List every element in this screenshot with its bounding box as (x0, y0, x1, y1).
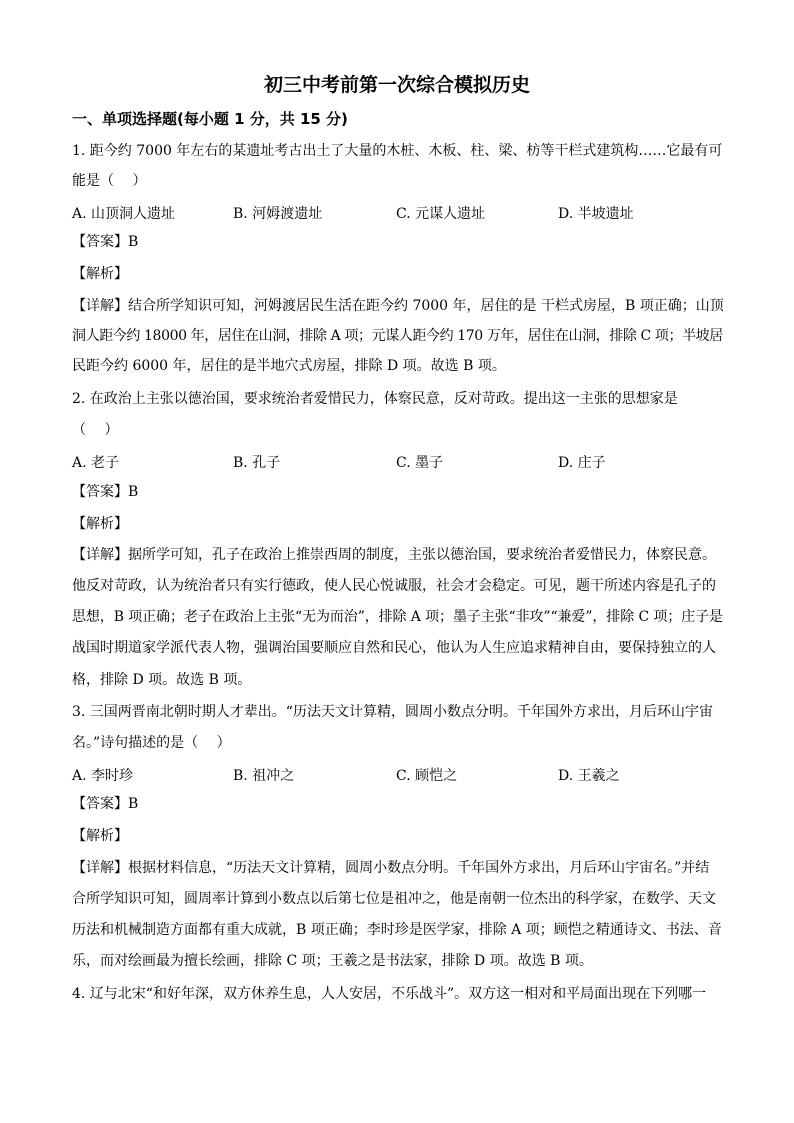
question-3-stem-cont: 名。”诗句描述的是（ ） (72, 735, 231, 751)
q3-detail-line: 【详解】根据材料信息，“历法天文计算精，圆周小数点分明。千年国外方求出，月后环山宇宙名。”并结 (72, 860, 710, 876)
question-1-stem-cont: 能是（ ） (72, 173, 147, 189)
question-3-stem: 3. 三国两晋南北朝时期人才辈出。“历法天文计算精，圆周小数点分明。千年国外方求出，月后环山宇宙 (72, 704, 713, 720)
q2-detail-line: 思想，B 项正确；老子在政治上主张“无为而治”，排除 A 项；墨子主张“非攻”“兼爱”，排除 C 项；庄子是 (72, 609, 723, 625)
q2-detail-line: 格，排除 D 项。故选 B 项。 (72, 672, 252, 688)
question-4-stem: 4. 辽与北宋“和好年深，双方休养生息，人人安居，不乐战斗”。双方这一相对和平局面出现在下列哪一 (72, 986, 707, 1002)
q3-option-a: A. 李时珍 (72, 768, 134, 784)
question-1-stem: 1. 距今约 7000 年左右的某遗址考古出土了大量的木桩、木板、柱、梁、枋等干栏式建筑构……它最有可 (72, 143, 723, 159)
q2-option-b: B. 孔子 (233, 455, 281, 471)
q3-detail-line: 合所学知识可知，圆周率计算到小数点以后第七位是祖冲之，他是南朝一位杰出的科学家，在数学、天文 (72, 891, 716, 907)
q3-option-c: C. 顾恺之 (396, 768, 458, 784)
q1-detail-line: 民距今约 6000 年，居住的是半地穴式房屋，排除 D 项。故选 B 项。 (72, 358, 506, 374)
question-2-stem: 2. 在政治上主张以德治国，要求统治者爱惜民力，体察民意，反对苛政。提出这一主张的思想家是 (72, 391, 678, 407)
q3-option-b: B. 祖冲之 (233, 768, 295, 784)
q2-option-d: D. 庄子 (558, 455, 606, 471)
q1-option-c: C. 元谋人遗址 (396, 206, 486, 222)
q1-detail-line: 【详解】结合所学知识可知，河姆渡居民生活在距今约 7000 年，居住的是 干栏式房屋，B 项正确；山顶 (72, 298, 724, 314)
q3-option-d: D. 王羲之 (558, 768, 620, 784)
q1-answer: 【答案】B (72, 234, 139, 250)
q1-analysis-label: 【解析】 (72, 266, 128, 282)
page-title: 初三中考前第一次综合模拟历史 (263, 74, 530, 96)
q2-option-c: C. 墨子 (396, 455, 444, 471)
q3-detail-line: 历法和机械制造方面都有重大成就，B 项正确；李时珍是医学家，排除 A 项；顾恺之精通诗文、书法、音 (72, 922, 722, 938)
q2-option-a: A. 老子 (72, 455, 120, 471)
q3-answer: 【答案】B (72, 796, 139, 812)
q2-answer: 【答案】B (72, 484, 139, 500)
section-heading: 一、单项选择题(每小题 1 分，共 15 分) (72, 110, 348, 128)
q2-detail-line: 战国时期道家学派代表人物，强调治国要顺应自然和民心，他认为人生应追求精神自由，要保持独立的人 (72, 640, 716, 656)
q1-option-b: B. 河姆渡遗址 (233, 206, 323, 222)
q3-analysis-label: 【解析】 (72, 828, 128, 844)
question-2-stem-cont: （ ） (72, 422, 119, 438)
q1-option-d: D. 半坡遗址 (558, 206, 634, 222)
q2-detail-line: 他反对苛政，认为统治者只有实行德政，使人民心悦诚服，社会才会稳定。可见，题干所述内容是孔子的 (72, 578, 716, 594)
q3-detail-line: 乐，而对绘画最为擅长绘画，排除 C 项；王羲之是书法家，排除 D 项。故选 B 项。 (72, 953, 593, 969)
q2-analysis-label: 【解析】 (72, 516, 128, 532)
q1-detail-line: 洞人距今约 18000 年，居住在山洞，排除 A 项；元谋人距今约 170 万年，居住在山洞，排除 C 项；半坡居 (72, 328, 723, 344)
q1-option-a: A. 山顶洞人遗址 (72, 206, 176, 222)
q2-detail-line: 【详解】据所学可知，孔子在政治上推崇西周的制度，主张以德治国，要求统治者爱惜民力，体察民意。 (72, 547, 716, 563)
